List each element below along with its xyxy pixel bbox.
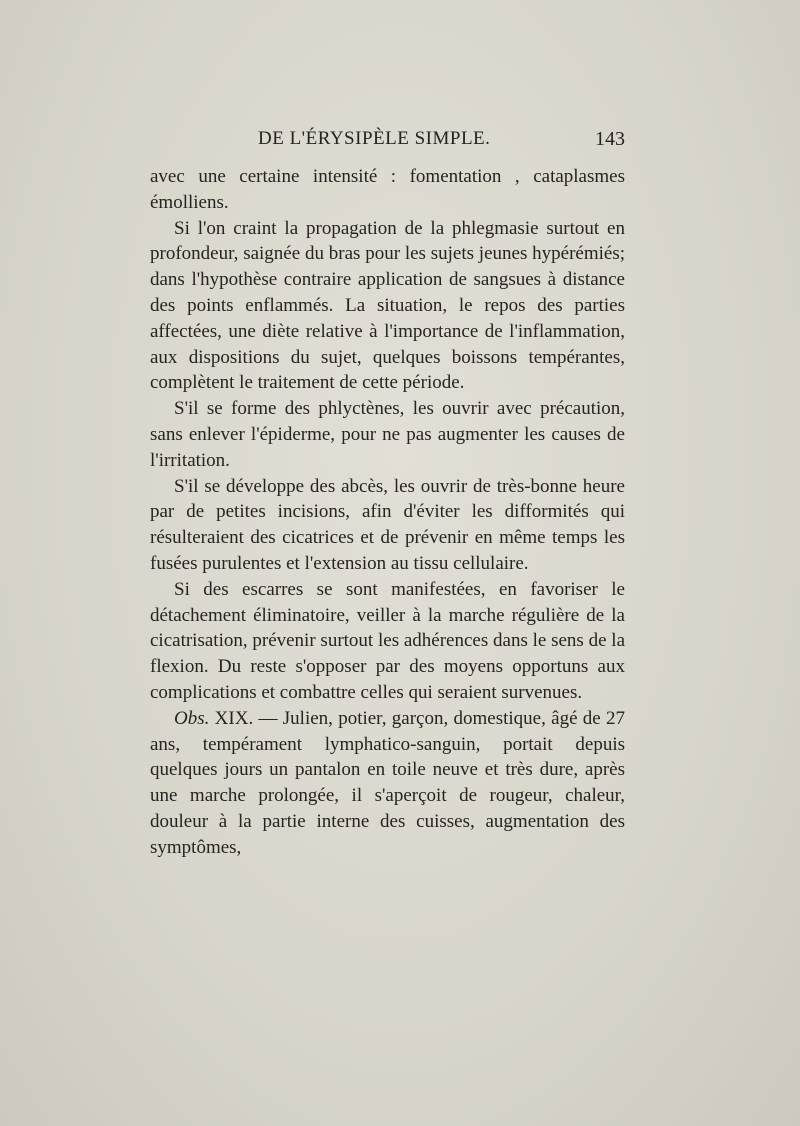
paragraph-abces: S'il se développe des abcès, les ouvrir de très-bonne heure par de petites incisions, afin d'éviter les difformités qui résulteraient des cicatrices et de prévenir en même temps les fusées purulentes et l'extension au tissu cellulaire. (150, 475, 625, 574)
page-number: 143 (595, 128, 625, 150)
observation-paragraph (150, 706, 625, 861)
observation-label: Obs. (174, 707, 210, 729)
running-title: DE L'ÉRYSIPÈLE SIMPLE. (258, 128, 491, 149)
paragraph-phlegmasie: Si l'on craint la propagation de la phlegmasie surtout en profondeur, saignée du bras pour les sujets jeunes hypérémiés; dans l'hypothèse contraire application de sangsues à distance des points enflammés. La situation, le repos des parties affectées, une diète relative à l'importance de l'inflammation, aux dispositions du sujet, quelques boissons tempérantes, complètent le traitement de cette période. (150, 217, 625, 394)
paragraph-escarres: Si des escarres se sont manifestées, en favoriser le détachement éliminatoire, veiller à la marche régulière de la cicatrisation, prévenir surtout les adhérences dans le sens de la flexion. Du reste s'opposer par des moyens opportuns aux complications et combattre celles qui seraient survenues. (150, 578, 625, 703)
paragraph-phlyctenes: S'il se forme des phlyctènes, les ouvrir avec précaution, sans enlever l'épiderme, pour ne pas augmenter les causes de l'irritation. (150, 398, 625, 471)
observation-text: — Julien, potier, garçon, domestique, âgé de 27 ans, tempérament lymphatico-sanguin, portait depuis quelques jours un pantalon en toile neuve et très dure, après une marche prolongée, il s'aperçoit de rougeur, chaleur, douleur à la partie interne des cuisses, augmentation des symptômes, (150, 707, 626, 858)
body-text (150, 164, 625, 861)
page-header (150, 128, 625, 158)
paragraph-continuation: avec une certaine intensité : fomentation , cataplasmes émolliens. (150, 166, 625, 213)
observation-number: XIX. (214, 707, 254, 729)
